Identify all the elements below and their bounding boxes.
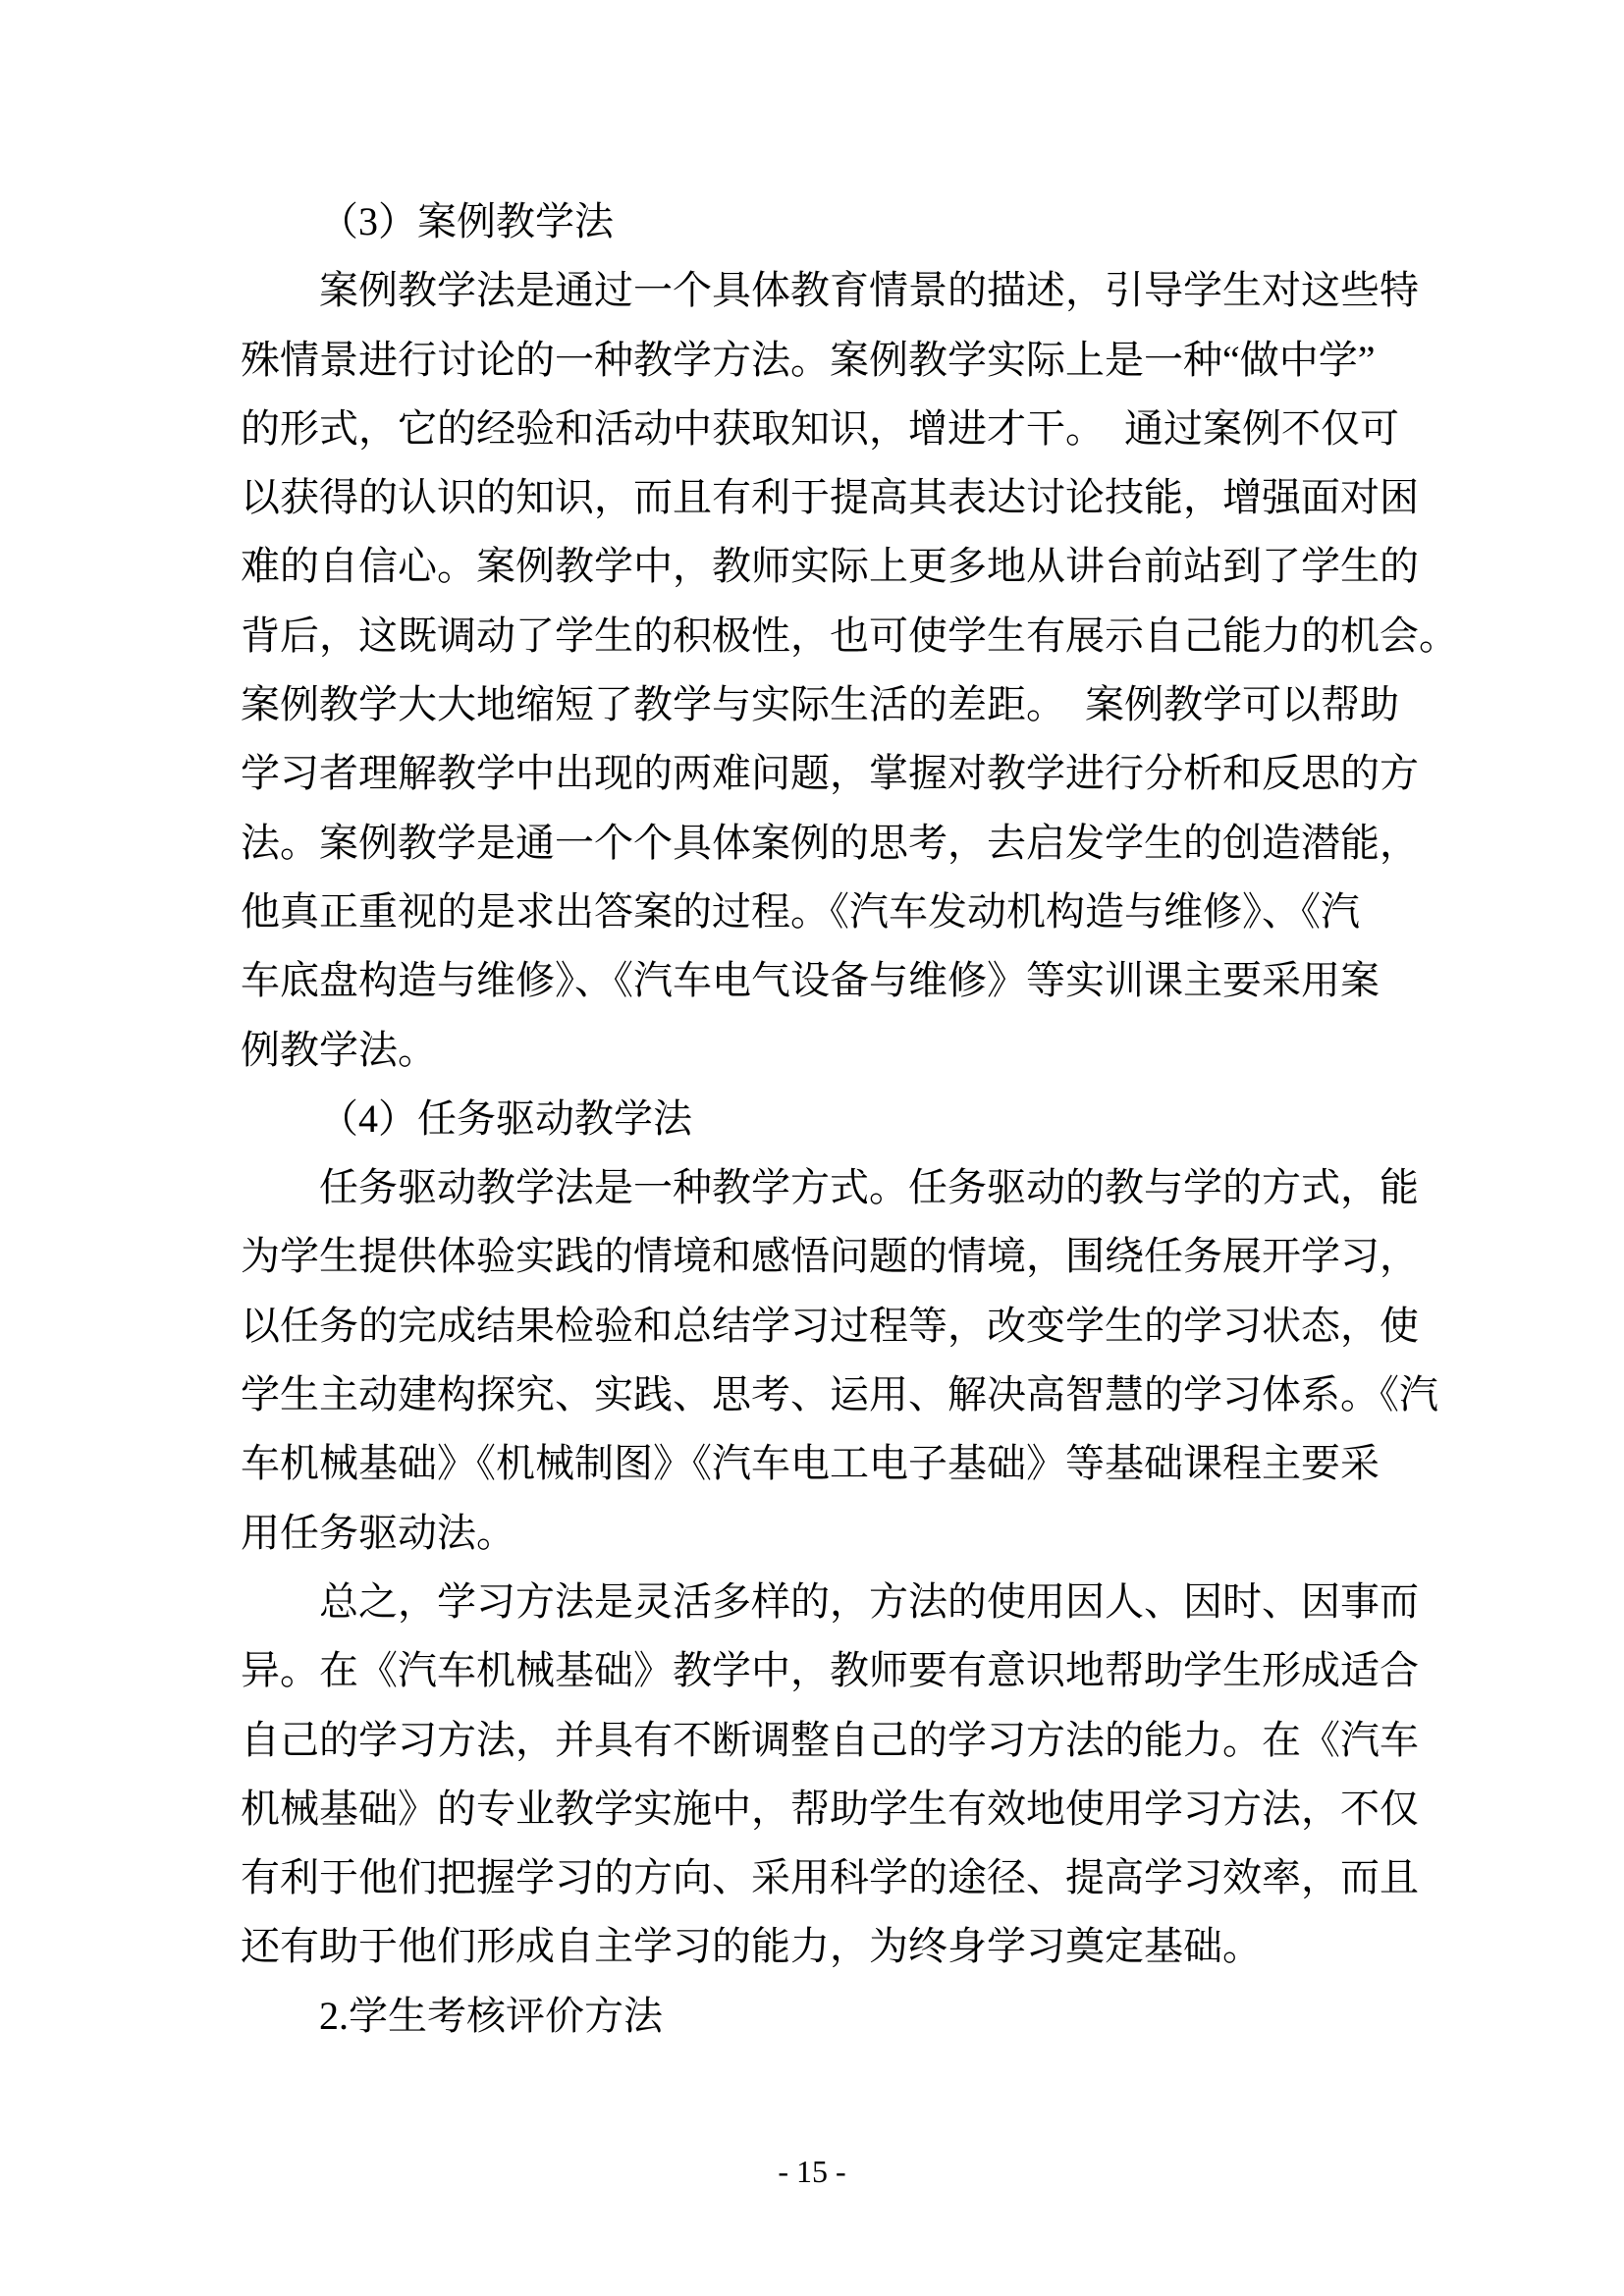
text-line: 为学生提供体验实践的情境和感悟问题的情境，围绕任务展开学习，: [241, 1234, 1419, 1279]
text-line: 以任务的完成结果检验和总结学习过程等，改变学生的学习状态，使: [241, 1303, 1419, 1348]
text-line: 案例教学大大地缩短了教学与实际生活的差距。 案例教学可以帮助: [241, 682, 1399, 727]
text-line: 还有助于他们形成自主学习的能力，为终身学习奠定基础。: [241, 1924, 1262, 1969]
text-line: 自己的学习方法，并具有不断调整自己的学习方法的能力。在《汽车: [241, 1717, 1419, 1762]
text-line: 例教学法。: [241, 1027, 437, 1072]
heading-line: （4）任务驱动教学法: [319, 1095, 692, 1141]
text-line: 学生主动建构探究、实践、思考、运用、解决高智慧的学习体系。《汽: [241, 1372, 1438, 1417]
text-line: 异。在《汽车机械基础》教学中，教师要有意识地帮助学生形成适合: [241, 1648, 1419, 1693]
text-line: 用任务驱动法。: [241, 1510, 515, 1555]
text-line: 法。案例教学是通一个个具体案例的思考，去启发学生的创造潜能，: [241, 820, 1419, 865]
text-line: 总之，学习方法是灵活多样的，方法的使用因人、因时、因事而: [319, 1578, 1419, 1624]
text-line: 任务驱动教学法是一种教学方式。任务驱动的教与学的方式，能: [319, 1165, 1419, 1210]
text-line: 以获得的认识的知识，而且有利于提高其表达讨论技能，增强面对困: [241, 475, 1419, 520]
document-body: [241, 187, 1458, 2051]
text-line: 车机械基础》《机械制图》《汽车电工电子基础》等基础课程主要采: [241, 1441, 1380, 1486]
text-line: 殊情景进行讨论的一种教学方法。案例教学实际上是一种“做中学”: [241, 337, 1376, 382]
text-line: 背后，这既调动了学生的积极性，也可使学生有展示自己能力的机会。: [241, 613, 1458, 658]
text-line: 案例教学法是通过一个具体教育情景的描述，引导学生对这些特: [319, 268, 1419, 313]
heading-line: （3）案例教学法: [319, 199, 614, 243]
text-line: 难的自信心。案例教学中，教师实际上更多地从讲台前站到了学生的: [241, 544, 1419, 589]
text-line: 有利于他们把握学习的方向、采用科学的途径、提高学习效率，而且: [241, 1855, 1419, 1900]
text-line: 学习者理解教学中出现的两难问题，掌握对教学进行分析和反思的方: [241, 751, 1419, 796]
text-line: 的形式，它的经验和活动中获取知识，增进才干。 通过案例不仅可: [241, 405, 1399, 451]
page-number: - 15 -: [778, 2154, 846, 2189]
heading-line: 2.学生考核评价方法: [319, 1993, 663, 2038]
text-line: 车底盘构造与维修》、《汽车电气设备与维修》等实训课主要采用案: [241, 958, 1380, 1003]
text-line: 他真正重视的是求出答案的过程。《汽车发动机构造与维修》、《汽: [241, 888, 1360, 934]
text-line: 机械基础》的专业教学实施中，帮助学生有效地使用学习方法，不仅: [241, 1786, 1419, 1831]
